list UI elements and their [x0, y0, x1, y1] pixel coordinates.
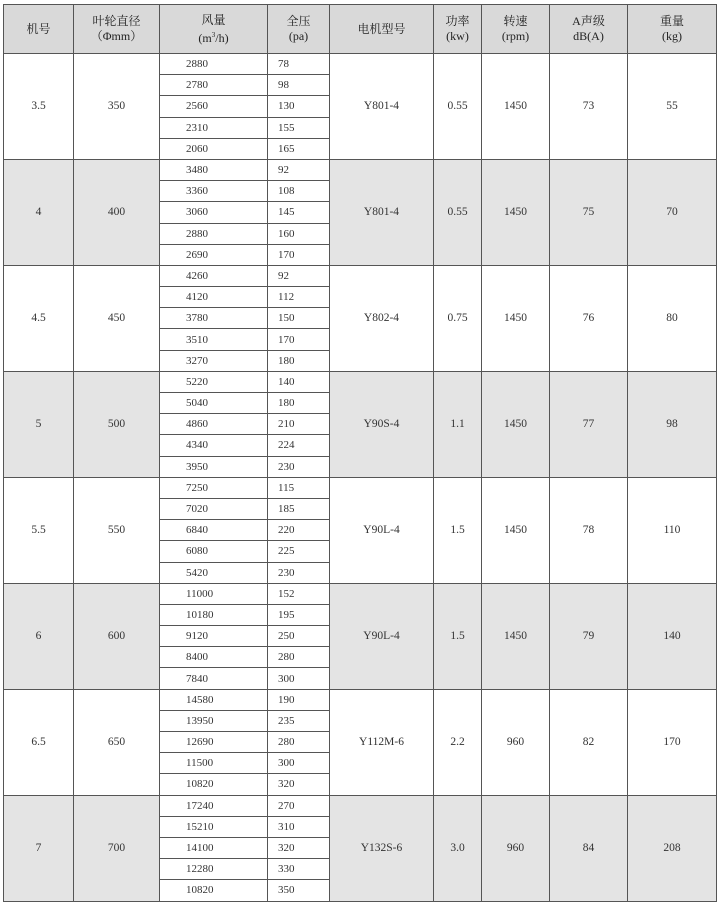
- total-pressure-cell: 112: [268, 287, 330, 308]
- machine-no-cell: 5.5: [4, 477, 74, 583]
- weight-cell: 55: [628, 54, 717, 160]
- fan-spec-table: [3, 4, 717, 902]
- total-pressure-cell: 180: [268, 393, 330, 414]
- total-pressure-cell: 230: [268, 456, 330, 477]
- total-pressure-cell: 165: [268, 138, 330, 159]
- total-pressure-cell: 280: [268, 732, 330, 753]
- total-pressure-cell: 195: [268, 604, 330, 625]
- air-flow-cell: 2780: [160, 75, 268, 96]
- header-weight: 重量 (kg): [628, 5, 717, 54]
- header-motor-model: 电机型号: [330, 5, 434, 54]
- total-pressure-cell: 330: [268, 859, 330, 880]
- power-cell: 1.5: [434, 583, 482, 689]
- table-row: [4, 477, 717, 498]
- table-row: [4, 795, 717, 816]
- total-pressure-cell: 145: [268, 202, 330, 223]
- air-flow-cell: 3480: [160, 159, 268, 180]
- noise-level-cell: 76: [550, 265, 628, 371]
- impeller-diameter-cell: 700: [74, 795, 160, 901]
- table-row: [4, 265, 717, 286]
- weight-cell: 110: [628, 477, 717, 583]
- machine-no-cell: 5: [4, 371, 74, 477]
- total-pressure-cell: 78: [268, 54, 330, 75]
- header-noise-level: A声级 dB(A): [550, 5, 628, 54]
- table-row: [4, 159, 717, 180]
- speed-cell: 1450: [482, 159, 550, 265]
- total-pressure-cell: 92: [268, 159, 330, 180]
- impeller-diameter-cell: 650: [74, 689, 160, 795]
- weight-cell: 70: [628, 159, 717, 265]
- total-pressure-cell: 150: [268, 308, 330, 329]
- noise-level-cell: 75: [550, 159, 628, 265]
- total-pressure-cell: 320: [268, 837, 330, 858]
- motor-model-cell: Y90L-4: [330, 583, 434, 689]
- air-flow-cell: 7020: [160, 498, 268, 519]
- air-flow-cell: 4860: [160, 414, 268, 435]
- air-flow-cell: 5220: [160, 371, 268, 392]
- header-power: 功率 (kw): [434, 5, 482, 54]
- total-pressure-cell: 130: [268, 96, 330, 117]
- table-row: [4, 54, 717, 75]
- air-flow-cell: 4120: [160, 287, 268, 308]
- air-flow-cell: 4260: [160, 265, 268, 286]
- machine-no-cell: 7: [4, 795, 74, 901]
- air-flow-cell: 2880: [160, 223, 268, 244]
- weight-cell: 98: [628, 371, 717, 477]
- total-pressure-cell: 310: [268, 816, 330, 837]
- power-cell: 1.5: [434, 477, 482, 583]
- total-pressure-cell: 300: [268, 668, 330, 689]
- air-flow-cell: 6080: [160, 541, 268, 562]
- air-flow-cell: 3360: [160, 181, 268, 202]
- total-pressure-cell: 190: [268, 689, 330, 710]
- weight-cell: 208: [628, 795, 717, 901]
- air-flow-cell: 4340: [160, 435, 268, 456]
- weight-cell: 140: [628, 583, 717, 689]
- total-pressure-cell: 250: [268, 626, 330, 647]
- header-air-flow: 风量 $(m^3/h)$: [160, 5, 268, 54]
- noise-level-cell: 79: [550, 583, 628, 689]
- speed-cell: 1450: [482, 371, 550, 477]
- header-row: [4, 5, 717, 54]
- air-flow-cell: 2310: [160, 117, 268, 138]
- motor-model-cell: Y90L-4: [330, 477, 434, 583]
- air-flow-cell: 2880: [160, 54, 268, 75]
- speed-cell: 960: [482, 689, 550, 795]
- air-flow-cell: 3780: [160, 308, 268, 329]
- air-flow-cell: 10820: [160, 880, 268, 901]
- power-cell: 0.75: [434, 265, 482, 371]
- total-pressure-cell: 235: [268, 710, 330, 731]
- machine-no-cell: 6: [4, 583, 74, 689]
- motor-model-cell: Y112M-6: [330, 689, 434, 795]
- air-flow-cell: 5040: [160, 393, 268, 414]
- total-pressure-cell: 300: [268, 753, 330, 774]
- speed-cell: 1450: [482, 583, 550, 689]
- table-row: [4, 371, 717, 392]
- total-pressure-cell: 108: [268, 181, 330, 202]
- air-flow-cell: 7250: [160, 477, 268, 498]
- air-flow-cell: 15210: [160, 816, 268, 837]
- air-flow-cell: 14100: [160, 837, 268, 858]
- total-pressure-cell: 160: [268, 223, 330, 244]
- motor-model-cell: Y801-4: [330, 159, 434, 265]
- air-flow-cell: 6840: [160, 520, 268, 541]
- impeller-diameter-cell: 350: [74, 54, 160, 160]
- weight-cell: 80: [628, 265, 717, 371]
- noise-level-cell: 84: [550, 795, 628, 901]
- power-cell: 1.1: [434, 371, 482, 477]
- total-pressure-cell: 152: [268, 583, 330, 604]
- impeller-diameter-cell: 400: [74, 159, 160, 265]
- impeller-diameter-cell: 600: [74, 583, 160, 689]
- total-pressure-cell: 140: [268, 371, 330, 392]
- air-flow-cell: 14580: [160, 689, 268, 710]
- motor-model-cell: Y801-4: [330, 54, 434, 160]
- air-flow-cell: 10180: [160, 604, 268, 625]
- power-cell: 0.55: [434, 54, 482, 160]
- total-pressure-cell: 155: [268, 117, 330, 138]
- noise-level-cell: 77: [550, 371, 628, 477]
- air-flow-cell: 5420: [160, 562, 268, 583]
- power-cell: 0.55: [434, 159, 482, 265]
- total-pressure-cell: 170: [268, 244, 330, 265]
- total-pressure-cell: 92: [268, 265, 330, 286]
- speed-cell: 1450: [482, 54, 550, 160]
- air-flow-cell: 7840: [160, 668, 268, 689]
- total-pressure-cell: 170: [268, 329, 330, 350]
- air-flow-cell: 17240: [160, 795, 268, 816]
- motor-model-cell: Y90S-4: [330, 371, 434, 477]
- weight-cell: 170: [628, 689, 717, 795]
- air-flow-cell: 10820: [160, 774, 268, 795]
- power-cell: 2.2: [434, 689, 482, 795]
- table-row: [4, 689, 717, 710]
- motor-model-cell: Y802-4: [330, 265, 434, 371]
- header-total-pressure: 全压 (pa): [268, 5, 330, 54]
- impeller-diameter-cell: 450: [74, 265, 160, 371]
- power-cell: 3.0: [434, 795, 482, 901]
- header-impeller-diameter: 叶轮直径 （Φmm）: [74, 5, 160, 54]
- air-flow-cell: 11000: [160, 583, 268, 604]
- speed-cell: 1450: [482, 477, 550, 583]
- noise-level-cell: 73: [550, 54, 628, 160]
- total-pressure-cell: 350: [268, 880, 330, 901]
- machine-no-cell: 4.5: [4, 265, 74, 371]
- air-flow-cell: 2060: [160, 138, 268, 159]
- air-flow-cell: 12280: [160, 859, 268, 880]
- air-flow-cell: 9120: [160, 626, 268, 647]
- air-flow-cell: 13950: [160, 710, 268, 731]
- total-pressure-cell: 220: [268, 520, 330, 541]
- table-body: [4, 54, 717, 902]
- total-pressure-cell: 320: [268, 774, 330, 795]
- total-pressure-cell: 180: [268, 350, 330, 371]
- total-pressure-cell: 225: [268, 541, 330, 562]
- air-flow-cell: 3510: [160, 329, 268, 350]
- machine-no-cell: 4: [4, 159, 74, 265]
- air-flow-cell: 12690: [160, 732, 268, 753]
- header-speed: 转速 (rpm): [482, 5, 550, 54]
- impeller-diameter-cell: 500: [74, 371, 160, 477]
- noise-level-cell: 78: [550, 477, 628, 583]
- impeller-diameter-cell: 550: [74, 477, 160, 583]
- machine-no-cell: 6.5: [4, 689, 74, 795]
- total-pressure-cell: 270: [268, 795, 330, 816]
- total-pressure-cell: 185: [268, 498, 330, 519]
- total-pressure-cell: 280: [268, 647, 330, 668]
- air-flow-cell: 11500: [160, 753, 268, 774]
- total-pressure-cell: 115: [268, 477, 330, 498]
- table-row: [4, 583, 717, 604]
- air-flow-cell: 2560: [160, 96, 268, 117]
- air-flow-cell: 3950: [160, 456, 268, 477]
- header-machine-no: 机号: [4, 5, 74, 54]
- air-flow-cell: 2690: [160, 244, 268, 265]
- machine-no-cell: 3.5: [4, 54, 74, 160]
- total-pressure-cell: 230: [268, 562, 330, 583]
- air-flow-cell: 3060: [160, 202, 268, 223]
- motor-model-cell: Y132S-6: [330, 795, 434, 901]
- noise-level-cell: 82: [550, 689, 628, 795]
- air-flow-cell: 8400: [160, 647, 268, 668]
- air-flow-cell: 3270: [160, 350, 268, 371]
- speed-cell: 960: [482, 795, 550, 901]
- speed-cell: 1450: [482, 265, 550, 371]
- total-pressure-cell: 98: [268, 75, 330, 96]
- total-pressure-cell: 210: [268, 414, 330, 435]
- total-pressure-cell: 224: [268, 435, 330, 456]
